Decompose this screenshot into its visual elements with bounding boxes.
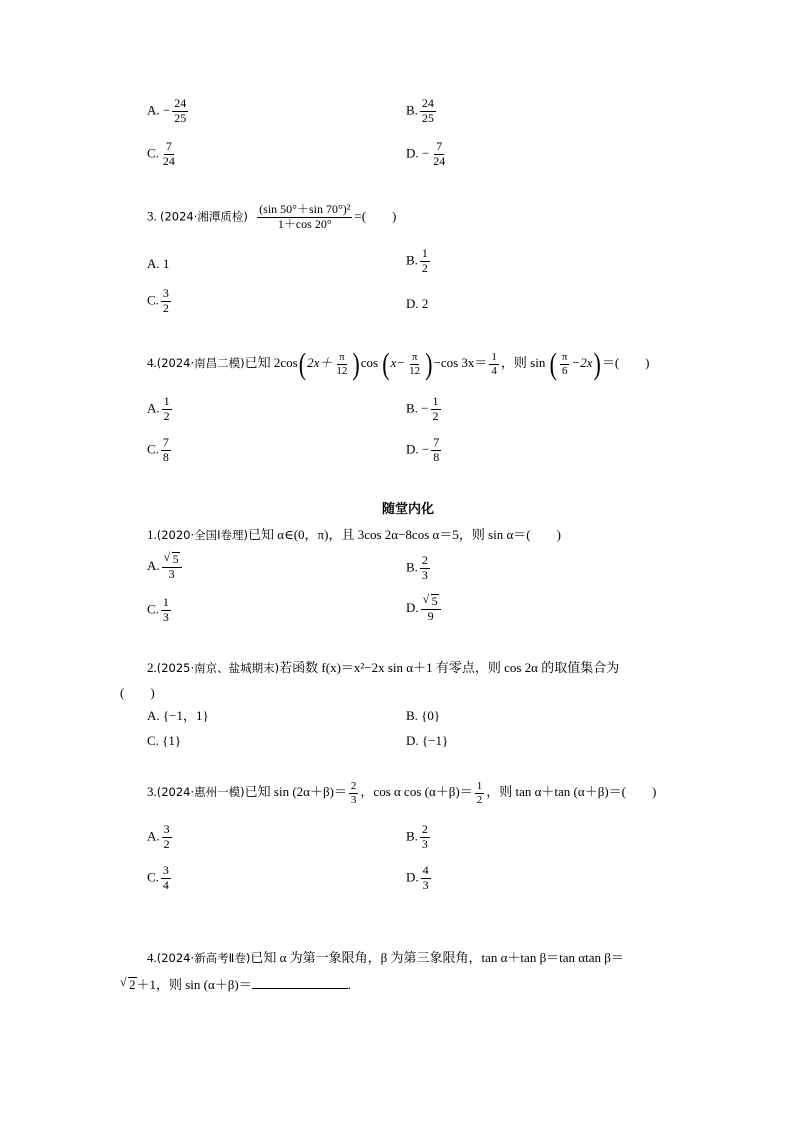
fraction: $\frac{24}{25}$: [174, 96, 187, 125]
s4-stem-cont: √ 2＋1，则 sin (α＋β)＝ .: [120, 975, 352, 992]
question-source: (2024·湘潭质检): [160, 209, 248, 224]
s1-stem: 1.(2020·全国Ⅰ卷理)已知 α∈(0，π)，且 3cos 2α−8cos α＝5，则 sin α＝( ): [147, 527, 561, 542]
option-b[interactable]: B. − $\frac{1}{2}$: [406, 394, 439, 423]
option-c[interactable]: C. $\frac{3}{4}$: [147, 863, 169, 892]
option-a[interactable]: A. $\frac{1}{2}$: [147, 394, 170, 423]
option-b[interactable]: B. $\frac{2}{3}$: [406, 822, 428, 851]
s2-stem: 2.(2025·南京、盐城期末)若函数 f(x)＝x²−2x sin α＋1 有零点，则 cos 2α 的取值集合为: [147, 660, 620, 675]
fraction: $\frac{24}{25}$: [421, 96, 434, 125]
option-c[interactable]: C. $\frac{1}{3}$: [147, 595, 169, 624]
option-a[interactable]: A. − $\frac{24}{25}$: [147, 96, 187, 125]
s2-stem-cont: ( ): [120, 685, 155, 700]
section-title: 随堂内化: [382, 502, 435, 517]
question-3-stem: 3. (2024·湘潭质检) $\frac{\text{(sin 50°＋sin 70°)²}}{1+\cos 20^\circ}$ =( ): [147, 202, 397, 231]
fraction: $\frac{\text{(sin 50°＋sin 70°)²}}{1+\cos 20^\circ}$: [259, 202, 351, 231]
question-source: (2020·全国Ⅰ卷理): [156, 528, 249, 542]
fraction: $\frac{7}{24}$: [433, 139, 446, 168]
option-a[interactable]: A. $\frac{3}{2}$: [147, 822, 170, 851]
option-b[interactable]: B. {0}: [406, 708, 441, 723]
option-a[interactable]: A. {−1，1}: [147, 708, 209, 723]
s4-stem: 4.(2024·新高考Ⅱ卷)已知 α 为第一象限角，β 为第三象限角，tan α＋tan β＝tan αtan β＝: [147, 950, 624, 965]
question-source: (2025·南京、盐城期末): [156, 661, 280, 675]
option-b[interactable]: B. $\frac{1}{2}$: [406, 246, 428, 275]
option-d[interactable]: D. − $\frac{7}{8}$: [406, 435, 440, 464]
option-c[interactable]: C. $\frac{7}{8}$: [147, 435, 169, 464]
s3-stem: 3.(2024·惠州一模)已知 sin (2α＋β)＝ $\frac{2}{3}$ ，cos α cos (α＋β)＝ $\frac{1}{2}$ ，则 tan α＋tan (α＋β)＝( ): [147, 780, 657, 806]
option-a[interactable]: A. 1: [147, 256, 170, 271]
answer-blank[interactable]: [252, 976, 348, 989]
question-4-stem: 4.(2024·南昌二模)已知 2cos(2x＋ $\frac{\pi}{12}$ )cos (x− $\frac{\pi}{12}$ )−cos 3x＝ $\frac{1}{4}$ ，则 sin ( $\frac{\pi}{6}$ −2x)＝( ): [147, 345, 650, 381]
option-d[interactable]: D. {−1}: [406, 733, 449, 748]
question-source: (2024·新高考Ⅱ卷): [156, 951, 251, 965]
option-d[interactable]: D. 2: [406, 296, 429, 311]
option-a[interactable]: A. √ 5 3: [147, 552, 184, 582]
option-d[interactable]: D. − $\frac{7}{24}$: [406, 139, 446, 168]
question-source: (2024·惠州一模): [156, 785, 245, 800]
question-source: (2024·南昌二模): [156, 356, 245, 371]
option-b[interactable]: B. $\frac{24}{25}$: [406, 96, 434, 125]
fraction: $\frac{7}{24}$: [162, 139, 175, 168]
option-d[interactable]: D. $\frac{4}{3}$: [406, 863, 429, 892]
option-c[interactable]: C. {1}: [147, 733, 182, 748]
option-d[interactable]: D. √ 5 9: [406, 594, 443, 624]
option-c[interactable]: C. $\frac{7}{24}$: [147, 139, 175, 168]
option-c[interactable]: C. $\frac{3}{2}$: [147, 286, 169, 315]
option-b[interactable]: B. $\frac{2}{3}$: [406, 553, 428, 582]
